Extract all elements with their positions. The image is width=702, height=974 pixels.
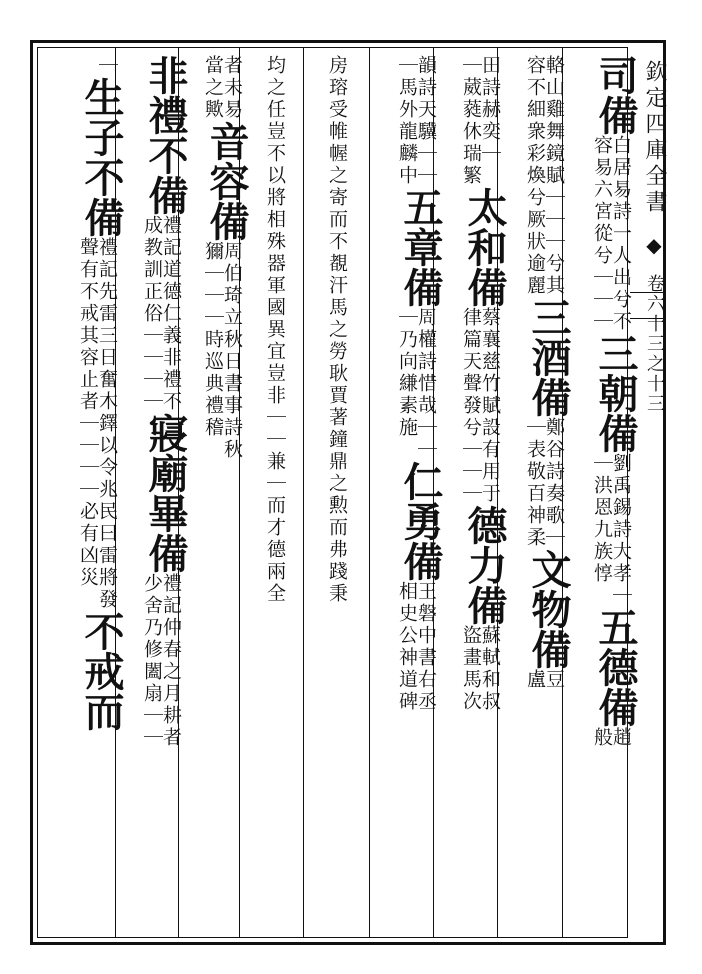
commentary: 蔡襄慈竹賦設有用于 律篇天聲發兮｜｜｜	[460, 307, 501, 505]
commentary: 禮記道德仁義非禮不 成教訓正俗｜｜｜｜	[141, 215, 182, 413]
entry-heading: 非禮不備	[142, 55, 189, 215]
text-column-8	[122, 55, 189, 935]
commentary: 田詩赫奕｜ ｜葳蕤休瑞繁	[460, 55, 501, 187]
column-rule	[303, 47, 304, 938]
section-label: 卷六十三之十三	[644, 274, 665, 415]
text-column-9	[58, 55, 125, 935]
commentary-line: 房瑢受帷幄之寄而不覩汗馬之勞耿賈著鐘鼎之勲而弗踐秉	[326, 55, 348, 605]
text-column-5	[322, 55, 352, 935]
commentary: 蘇軾和叔 盜畫馬次	[460, 625, 501, 713]
commentary: 韻詩天驥｜｜ ｜馬外龍麟中	[396, 55, 437, 187]
text-column-1	[570, 55, 639, 935]
commentary: 趙 般	[591, 727, 632, 749]
commentary: 禮記先雷三日奮木鐸以令兆民曰雷將發 聲有不戒其容止者｜｜｜｜必有凶災	[77, 237, 118, 611]
entry-heading: 音容備	[203, 121, 250, 241]
entry-heading: 生子不備	[78, 77, 125, 237]
entry-heading: 三酒備	[525, 297, 572, 417]
commentary: 鄭谷詩奏歌｜ ｜表敬百神柔	[524, 417, 565, 549]
fish-tail-icon: ◆	[642, 233, 666, 258]
commentary: 豆 盧	[524, 669, 565, 691]
entry-heading: 三朝備	[592, 333, 639, 453]
text-column-6	[260, 55, 290, 935]
commentary: 禮記仲春之月耕者 少舍乃修闔扇｜｜	[141, 573, 182, 749]
entry-heading: 仁勇備	[397, 461, 444, 581]
book-title: 欽定四庫全書	[642, 60, 667, 216]
text-column-7	[186, 55, 250, 935]
entry-heading: 德力備	[461, 505, 508, 625]
commentary: 王磐中書右丞 相史公神道碑	[396, 581, 437, 713]
text-column-3	[439, 55, 508, 935]
commentary-line: 均之任豈不以將相殊器軍國異宜豈非｜｜兼｜而才德兩全	[264, 55, 286, 605]
text-column-4	[375, 55, 444, 935]
entry-heading: 太和備	[461, 187, 508, 307]
commentary: 周權詩惜哉｜｜ ｜乃向縑素施	[396, 307, 437, 461]
entry-heading: 司備	[592, 55, 639, 135]
page-margin-label	[642, 60, 670, 880]
entry-heading: 不戒而	[78, 611, 125, 731]
text-column-2	[503, 55, 572, 935]
commentary: 劉禹錫詩大孝｜ ｜洪恩九族惇	[591, 453, 632, 607]
column-rule	[369, 47, 370, 938]
entry-heading: 文物備	[525, 549, 572, 669]
commentary: 者未易 當之歟	[202, 55, 243, 121]
commentary: 周伯琦立秋日書事詩秋 獮｜｜｜時巡典禮稽	[202, 241, 243, 461]
commentary: 白居易詩一人出兮不 容易六宮從兮｜｜｜	[591, 135, 632, 333]
entry-heading: 寢廟畢備	[142, 413, 189, 573]
commentary: 輅山雞舞鏡賦｜｜｜兮其 容不細衆彩煥兮厥狀逾麗	[524, 55, 565, 297]
entry-heading: 五章備	[397, 187, 444, 307]
entry-heading: 五德備	[592, 607, 639, 727]
commentary: ｜	[96, 55, 118, 77]
